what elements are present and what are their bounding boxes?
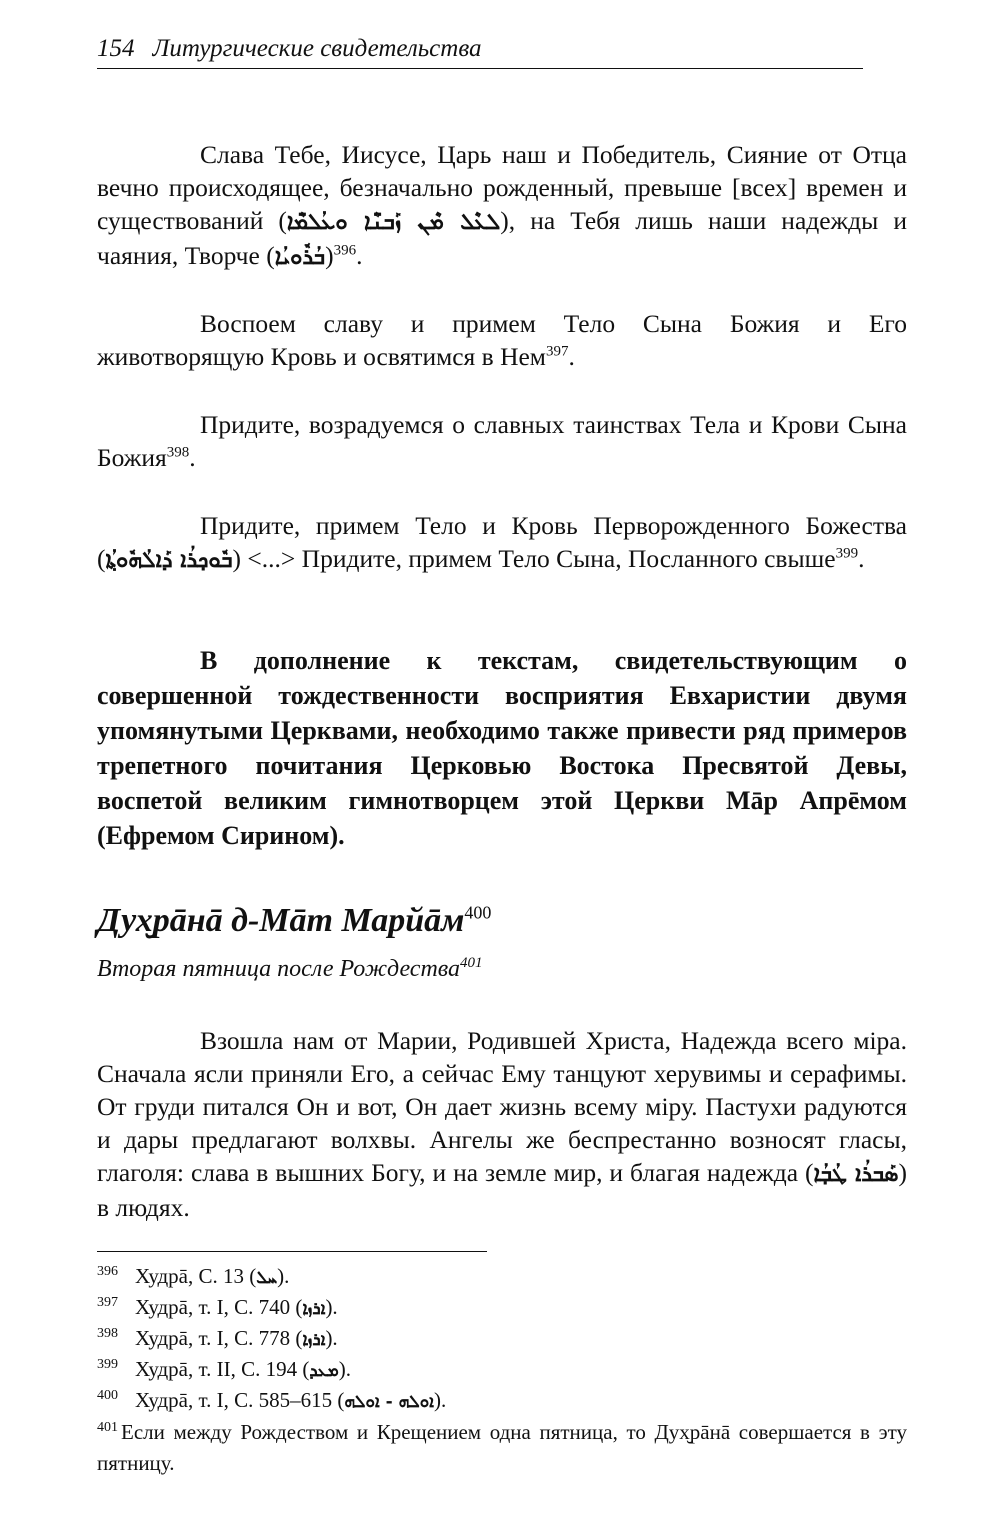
footnote-ref-397[interactable]: 397 <box>545 343 569 360</box>
syriac-word: ܒܳܪܽܘܝܳܐ <box>274 245 326 270</box>
footnote-rule <box>97 1251 487 1252</box>
footnote-ref-400[interactable]: 400 <box>464 902 492 923</box>
syriac-abbrev: ܐܪܙܐ <box>302 1330 326 1350</box>
footnote-text: ). <box>325 1295 338 1319</box>
paragraph-glory-to-jesus <box>97 138 907 274</box>
text-run: Придите, примем Тело и Кровь Перворожденного Божества ( <box>97 511 907 573</box>
text-run: . <box>356 241 363 270</box>
footnote-399: 399 Худрā, т. II, С. 194 (ܡܥܕ). <box>97 1357 352 1381</box>
footnotes <box>97 1262 907 1479</box>
footnote-text: Худрā, т. II, С. 194 ( <box>135 1357 310 1381</box>
footnote-ref-398[interactable]: 398 <box>166 444 190 461</box>
footnote-ref-401[interactable]: 401 <box>460 955 483 971</box>
text-run: Взошла нам от Марии, Родившей Христа, Надежда всего міра. Сначала ясли приняли Его, а сейчас Ему танцуют херувимы и серафимы. От груди питался Он и вот, Он дает жизнь всему міру. Пастухи радуются и дары предлагают волхвы. Ангелы же беспрестанно возносят гласы, глаголя: слава в вышних Богу, и на земле мир, и благая надежда ( <box>97 1026 907 1187</box>
text-run: ), на Тебя лишь наши надежды и чаяния, Творче ( <box>97 206 907 270</box>
paragraph-come-receive <box>97 509 907 577</box>
text-run: ) <box>325 241 334 270</box>
footnote-text: Худрā, т. I, С. 740 ( <box>135 1295 303 1319</box>
header-rule <box>97 68 863 69</box>
footnote-396: 396 Худрā, С. 13 (ܚܠ). <box>97 1264 290 1288</box>
paragraph-sing-glory <box>97 307 907 373</box>
text-run: Воспоем славу и примем Тело Сына Божия и Его животворящую Кровь и освятимся в Нем <box>97 309 907 371</box>
running-title: Литургические свидетельства <box>152 35 482 62</box>
footnote-text: Худрā, т. I, С. 585–615 ( <box>135 1388 345 1412</box>
syriac-phrase: ܣܰܒܪܳܐ ܛܳܒ̣ܳܐ <box>813 1162 899 1187</box>
syriac-abbrev: ܚܠ <box>256 1268 278 1288</box>
footnote-text: ). <box>433 1388 447 1412</box>
footnote-398: 398 Худрā, т. I, С. 778 (ܐܪܙܐ). <box>97 1326 338 1350</box>
text-run: . <box>858 544 865 573</box>
text-run: Придите, возрадуемся о славных таинствах Тела и Крови Сына Божия <box>97 410 907 472</box>
footnote-401: 401 Если между Рождеством и Крещением одна пятница, то Дух̮рāнā совершается в эту пятницу. <box>97 1420 907 1475</box>
footnote-text: Худрā, т. I, С. 778 ( <box>135 1326 303 1350</box>
syriac-abbrev: ܐܘܠܗ - ܐܘܠܗ <box>344 1392 434 1412</box>
running-head <box>97 34 863 64</box>
section-subtitle-text: Вторая пятница после Рождества <box>97 956 461 982</box>
text-run: ) <...> Придите, примем Тело Сына, Посланного свыше <box>232 544 836 573</box>
syriac-phrase: ܠܥܶܠ ܡܶܢ ܙܰܒܢ̈ܶܐ ܘܥܳܠܡ̈ܶܐ <box>286 210 501 235</box>
paragraph-come-rejoice <box>97 408 907 474</box>
section-subtitle <box>97 956 483 983</box>
paragraph-hymn <box>97 1024 907 1224</box>
syriac-abbrev: ܡܥܕ <box>309 1361 339 1381</box>
footnote-ref-399[interactable]: 399 <box>835 545 859 562</box>
section-title <box>97 902 491 940</box>
footnote-text: ). <box>338 1357 352 1381</box>
text-run: . <box>568 342 575 371</box>
footnote-397: 397 Худрā, т. I, С. 740 (ܐܪܙܐ). <box>97 1295 338 1319</box>
text-run: ) в людях. <box>97 1158 907 1222</box>
text-run: Слава Тебе, Иисусе, Царь наш и Победитель, Сияние от Отца вечно происходящее, безначально рожденный, превыше [всех] времен и существований ( <box>97 140 907 235</box>
paragraph-addition: В дополнение к текстам, свидетельствующим о совершенной тождественности восприятия Евхаристии двумя упомянутыми Церквами, необходимо также привести ряд примеров трепетного почитания Церковью Востока Пресвятой Девы, воспетой великим гимнотворцем этой Церкви Мāр Апрēмом (Ефремом Сирином). <box>97 646 907 850</box>
syriac-abbrev: ܐܪܙܐ <box>302 1299 326 1319</box>
footnote-400: 400 Худрā, т. I, С. 585–615 (ܐܘܠܗ - ܐܘܠܗ). <box>97 1388 447 1412</box>
text-run: . <box>189 443 196 472</box>
page-number: 154 <box>97 35 135 62</box>
footnote-text: ). <box>325 1326 338 1350</box>
footnote-text: ). <box>277 1264 290 1288</box>
footnote-ref-396[interactable]: 396 <box>333 242 357 259</box>
section-title-text: Дух̮рāнā д-Мāт Марйāм <box>97 902 465 939</box>
syriac-phrase: ܒܽܘܟ̣ܪܳܐ ܕܰܐܠܳܗܽܘܬ݂ܳܐ <box>105 548 233 573</box>
footnote-text: Худрā, С. 13 ( <box>135 1264 257 1288</box>
footnote-text: Если между Рождеством и Крещением одна пятница, то Дух̮рāнā совершается в эту пятницу. <box>97 1420 907 1475</box>
